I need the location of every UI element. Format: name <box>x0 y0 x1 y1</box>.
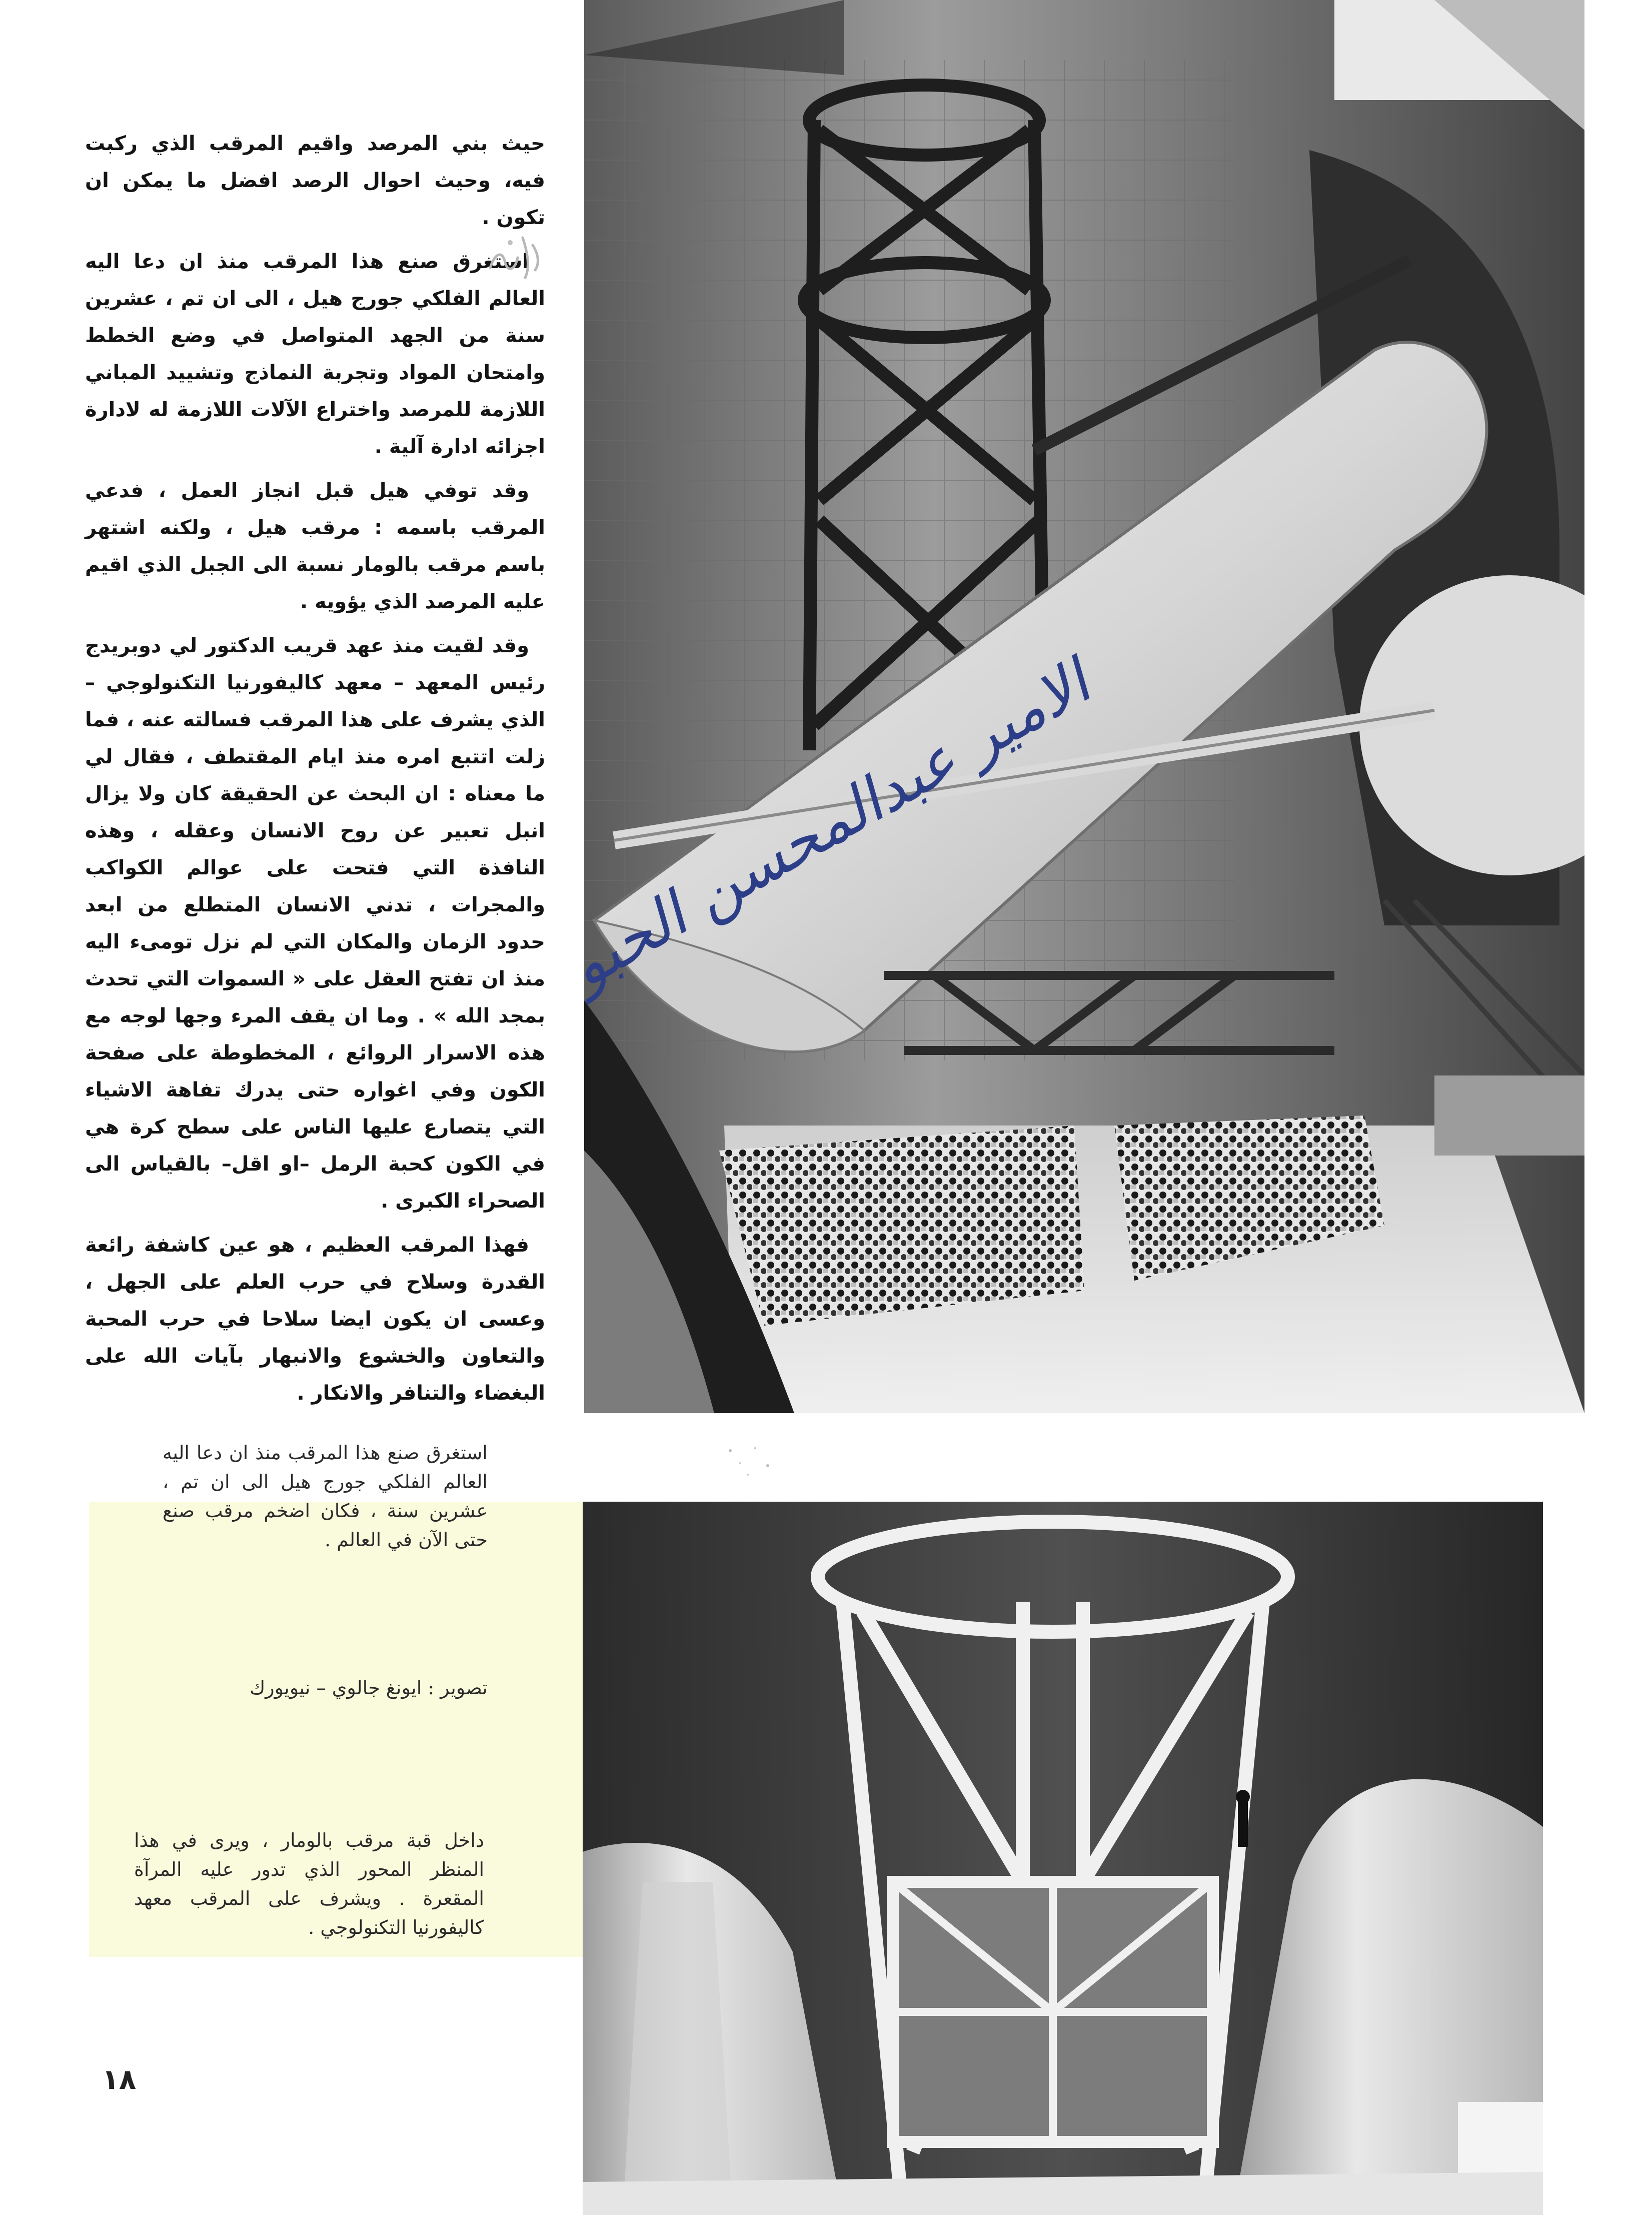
telescope-yoke-illustration <box>583 1502 1543 2215</box>
bottom-photo-caption: داخل قبة مرقب بالومار ، ويرى في هذا المنظر المحور الذي تدور عليه المرآة المقعرة . ويشرف على المرقب معهد كاليفورنيا التكنولوجي . <box>134 1829 484 1938</box>
article-paragraph: حيث بني المرصد واقيم المرقب الذي ركبت فيه، وحيث احوال الرصد افضل ما يمكن ان تكون . <box>85 132 545 229</box>
article-body <box>85 125 545 1419</box>
top-photo-caption: استغرق صنع هذا المرقب منذ ان دعا اليه العالم الفلكي جورج هيل الى ان تم ، عشرين سنة ، فكان اضخم مرقب صنع حتى الآن في العالم . <box>163 1442 488 1551</box>
photo-credit: تصوير : ايونغ جالوي – نيويورك <box>249 1677 488 1699</box>
handwritten-mark-icon <box>480 223 550 288</box>
telescope-illustration <box>584 0 1584 1413</box>
telescope-photo-top <box>584 0 1584 1413</box>
tube-inscription: الامير عبدالمحسن الحبوب <box>584 647 1102 1030</box>
article-paragraph: وقد توفي هيل قبل انجاز العمل ، فدعي المرقب باسمه : مرقب هيل ، ولكنه اشتهر باسم مرقب بالومار نسبة الى الجبل الذي اقيم عليه المرصد الذي يؤويه . <box>85 479 545 613</box>
article-paragraph: فهذا المرقب العظيم ، هو عين كاشفة رائعة القدرة وسلاح في حرب العلم على الجهل ، وعسى ان يكون ايضا سلاحا في حرب المحبة والتعاون والخشوع والانبهار بآيات الله على البغضاء والتنافر والانكار . <box>85 1234 545 1405</box>
article-paragraph: استغرق صنع هذا المرقب منذ ان دعا اليه العالم الفلكي جورج هيل ، الى ان تم ، عشرين سنة من الجهد المتواصل في وضع الخطط وامتحان المواد وتجربة النماذج وتشييد المباني اللازمة للمرصد واختراع الآلات اللازمة له لادارة اجزائه ادارة آلية . <box>85 250 545 458</box>
page-number: ١٨ <box>102 2063 137 2096</box>
print-speckle-icon <box>720 1436 780 1481</box>
telescope-photo-bottom <box>583 1502 1543 2215</box>
article-paragraph: وقد لقيت منذ عهد قريب الدكتور لي دوبريدج رئيس المعهد – معهد كاليفورنيا التكنولوجي – الذي يشرف على هذا المرقب فسالته عنه ، فما زلت اتتبع امره منذ ايام المقتطف ، فقال لي ما معناه : ان البحث عن الحقيقة كان ولا يزال انبل تعبير عن روح الانسان وعقله ، وهذه النافذة التي فتحت على عوالم الكواكب والمجرات ، تدني الانسان المتطلع من ابعد حدود الزمان والمكان التي لم نزل تومىء اليه منذ ان تفتح العقل على « السموات التي تحدث بمجد الله » . وما ان يقف المرء وجها لوجه مع هذه الاسرار الروائع ، المخطوطة على صفحة الكون وفي اغواره حتى يدرك تفاهة الاشياء التي يتصارع عليها الناس على سطح كرة هي في الكون كحبة الرمل –او اقل– بالقياس الى الصحراء الكبرى . <box>85 634 545 1213</box>
